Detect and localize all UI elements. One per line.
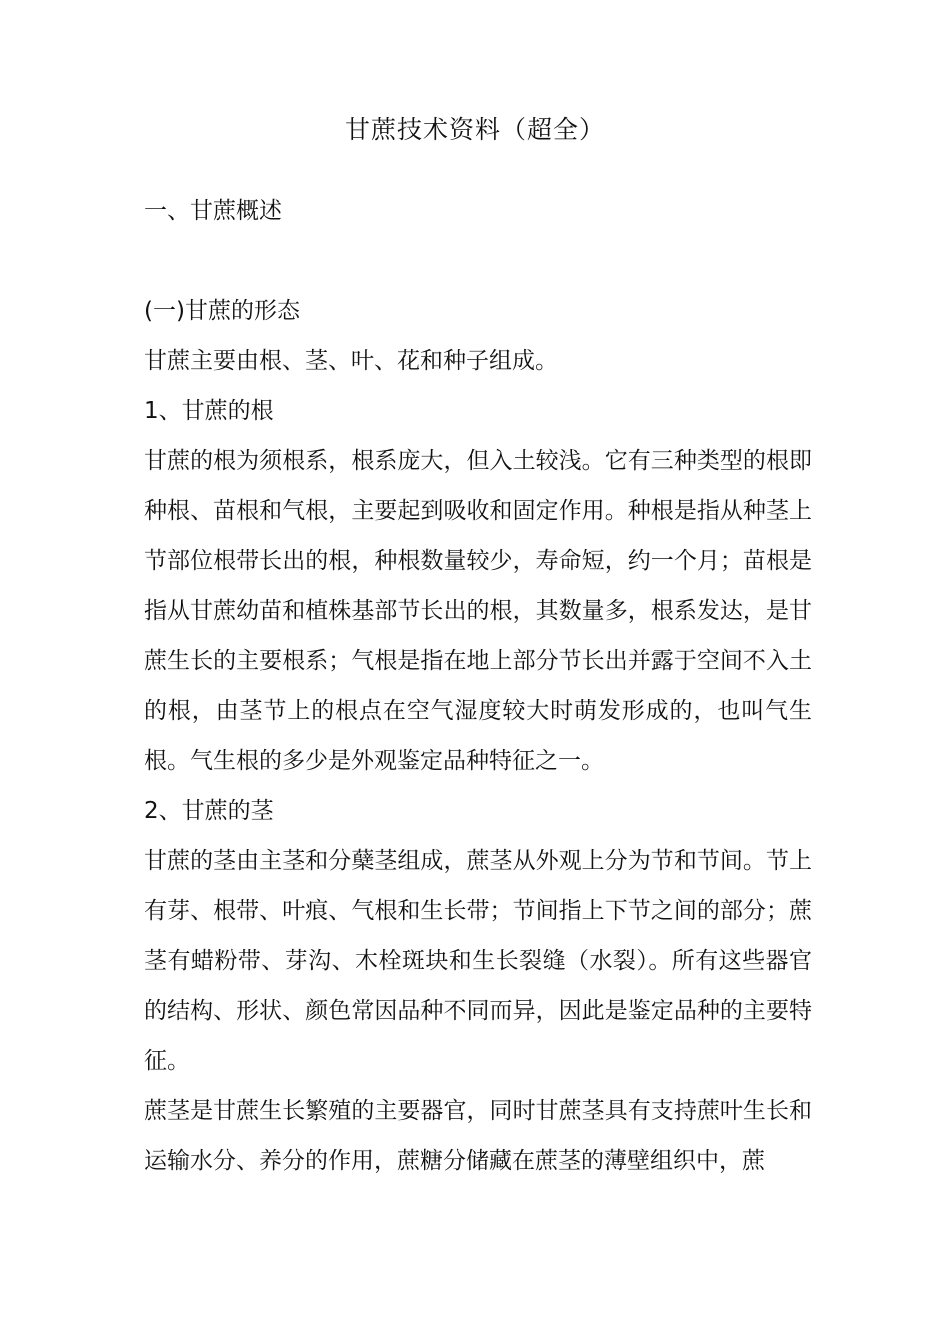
item-heading-stem: 2、甘蔗的茎: [144, 798, 274, 824]
paragraph-root: 甘蔗的根为须根系，根系庞大，但入土较浅。它有三种类型的根即种根、苗根和气根，主要起到吸收和固定作用。种根是指从种茎上节部位根带长出的根，种根数量较少，寿命短，约一个月；苗根是指从甘蔗幼苗和植株基部节长出的根，其数量多，根系发达，是甘蔗生长的主要根系；气根是指在地上部分节长出并露于空间不入土的根，由茎节上的根点在空气湿度较大时萌发形成的，也叫气生根。气生根的多少是外观鉴定品种特征之一。: [144, 448, 812, 774]
intro-paragraph: 甘蔗主要由根、茎、叶、花和种子组成。: [144, 348, 558, 374]
document-title: 甘蔗技术资料（超全）: [344, 115, 605, 144]
section-heading: 一、甘蔗概述: [144, 198, 282, 224]
paragraph-stem-function: 蔗茎是甘蔗生长繁殖的主要器官，同时甘蔗茎具有支持蔗叶生长和运输水分、养分的作用，蔗糖分储藏在蔗茎的薄壁组织中，蔗: [144, 1098, 812, 1174]
paragraph-stem: 甘蔗的茎由主茎和分蘖茎组成，蔗茎从外观上分为节和节间。节上有芽、根带、叶痕、气根和生长带；节间指上下节之间的部分；蔗茎有蜡粉带、芽沟、木栓斑块和生长裂缝（水裂）。所有这些器官的结构、形状、颜色常因品种不同而异，因此是鉴定品种的主要特征。: [144, 848, 812, 1074]
subsection-heading: (一)甘蔗的形态: [144, 298, 300, 324]
document-body: [144, 186, 812, 1186]
item-heading-root: 1、甘蔗的根: [144, 398, 274, 424]
